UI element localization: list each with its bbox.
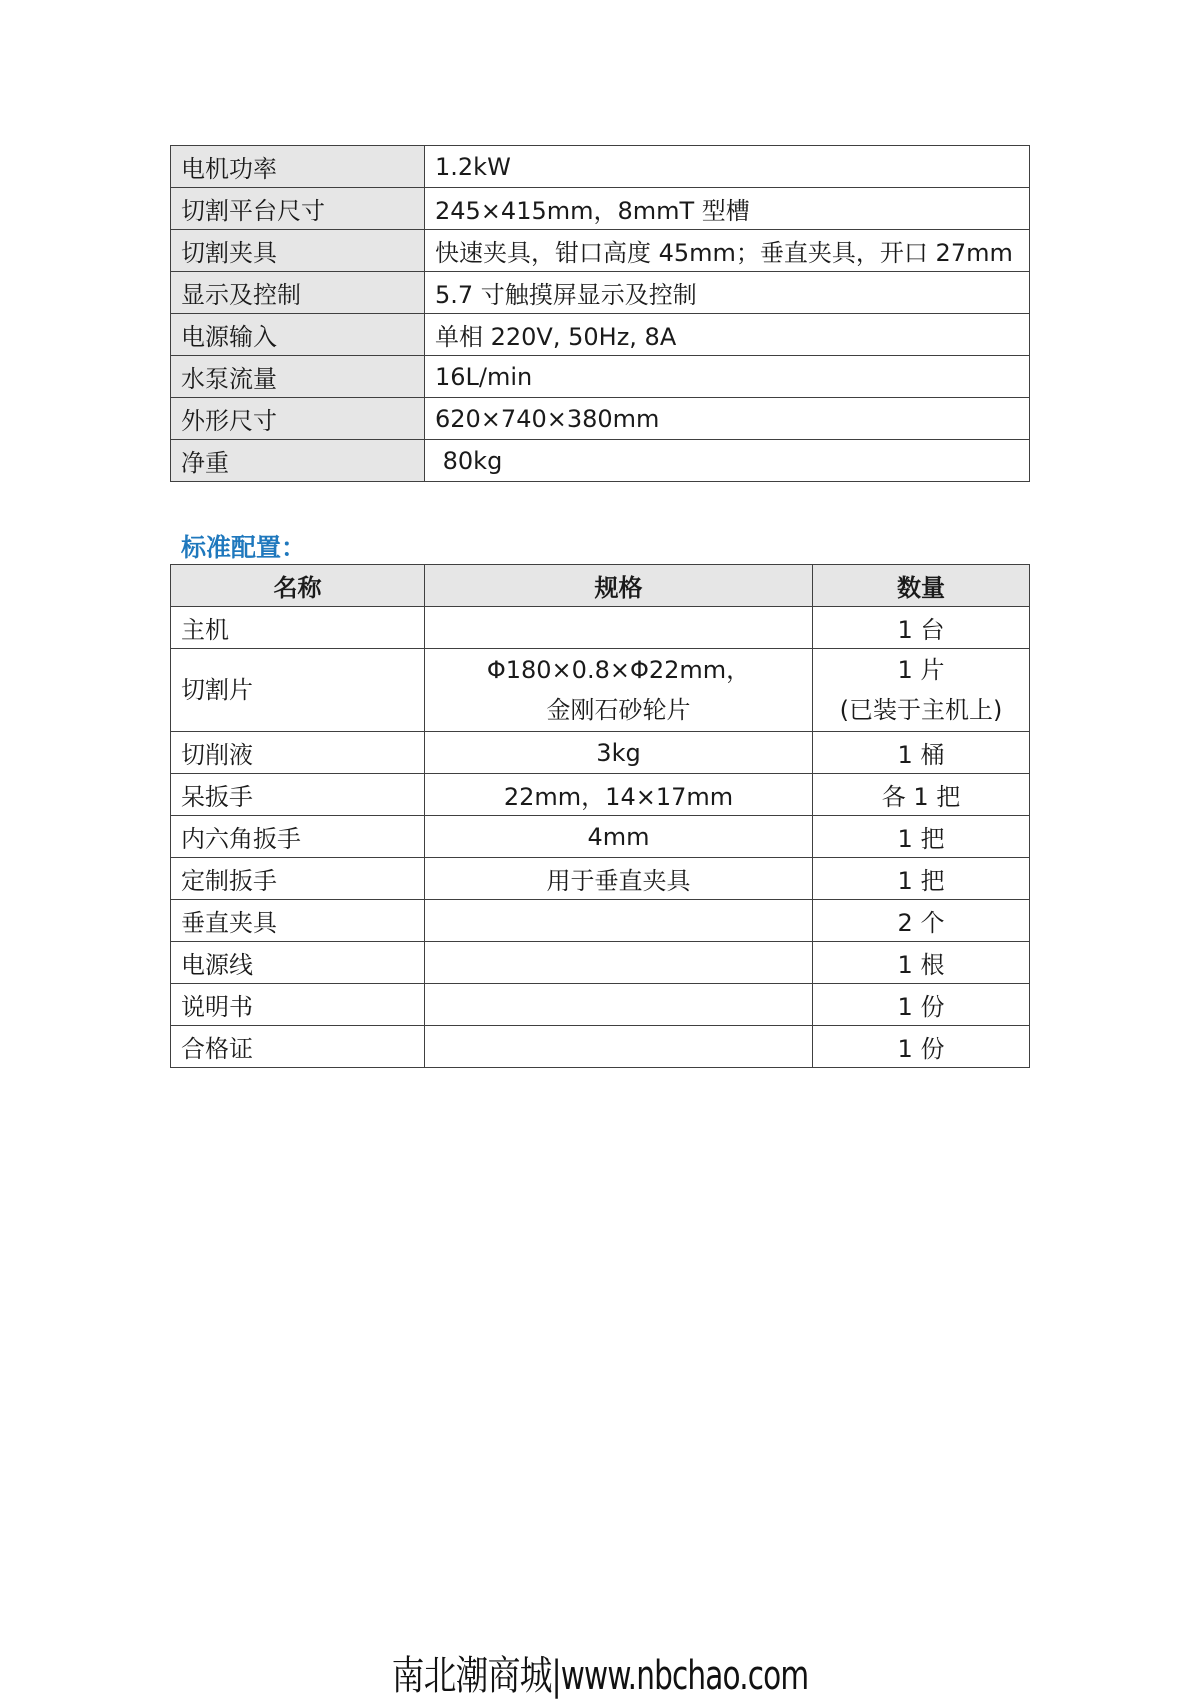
table-row (171, 398, 1030, 440)
section-title: 标准配置： (181, 533, 307, 562)
table-row (171, 732, 1030, 774)
footer-watermark: 南北潮商城|www.nbchao.com (391, 1653, 809, 1699)
item-qty: 1 根 (813, 942, 1030, 984)
item-spec (425, 649, 813, 732)
item-spec (425, 607, 813, 649)
item-name: 主机 (171, 607, 425, 649)
item-spec (425, 984, 813, 1026)
spec-value: 80kg (425, 440, 1030, 482)
spec-value: 245×415mm，8mmT 型槽 (425, 188, 1030, 230)
table-row (171, 146, 1030, 188)
item-name: 电源线 (171, 942, 425, 984)
item-spec: 用于垂直夹具 (425, 858, 813, 900)
item-spec: 3kg (425, 732, 813, 774)
table-row (171, 942, 1030, 984)
spec-value: 620×740×380mm (425, 398, 1030, 440)
table-row (171, 1026, 1030, 1068)
spec-key: 电机功率 (171, 146, 425, 188)
spec-key: 净重 (171, 440, 425, 482)
item-qty: 1 份 (813, 1026, 1030, 1068)
item-name: 呆扳手 (171, 774, 425, 816)
item-qty: 各 1 把 (813, 774, 1030, 816)
item-spec (425, 942, 813, 984)
table-header-row (171, 565, 1030, 607)
item-spec-line: 金刚石砂轮片 (546, 696, 691, 724)
table-row (171, 900, 1030, 942)
spec-key: 显示及控制 (171, 272, 425, 314)
spec-value: 1.2kW (425, 146, 1030, 188)
item-qty-note: (已装于主机上) (839, 696, 1003, 724)
item-spec (425, 900, 813, 942)
spec-value: 5.7 寸触摸屏显示及控制 (425, 272, 1030, 314)
item-spec: 4mm (425, 816, 813, 858)
spec-key: 切割夹具 (171, 230, 425, 272)
spec-key: 切割平台尺寸 (171, 188, 425, 230)
table-row (171, 607, 1030, 649)
item-name: 垂直夹具 (171, 900, 425, 942)
item-qty: 1 台 (813, 607, 1030, 649)
spec-value: 快速夹具，钳口高度 45mm；垂直夹具，开口 27mm (425, 230, 1030, 272)
table-row (171, 649, 1030, 732)
item-name: 切削液 (171, 732, 425, 774)
column-header-name: 名称 (171, 565, 425, 607)
item-qty-line: 1 片 (897, 656, 945, 684)
table-row (171, 272, 1030, 314)
item-qty (813, 649, 1030, 732)
spec-value: 单相 220V, 50Hz, 8A (425, 314, 1030, 356)
item-name: 合格证 (171, 1026, 425, 1068)
table-row (171, 774, 1030, 816)
spec-key: 水泵流量 (171, 356, 425, 398)
table-row (171, 188, 1030, 230)
column-header-spec: 规格 (425, 565, 813, 607)
item-name: 定制扳手 (171, 858, 425, 900)
item-spec: 22mm，14×17mm (425, 774, 813, 816)
item-name: 切割片 (171, 649, 425, 732)
table-row (171, 816, 1030, 858)
item-spec (425, 1026, 813, 1068)
table-row (171, 440, 1030, 482)
table-row (171, 858, 1030, 900)
table-row (171, 314, 1030, 356)
table-row (171, 356, 1030, 398)
spec-key: 外形尺寸 (171, 398, 425, 440)
table-row (171, 230, 1030, 272)
item-qty: 1 把 (813, 858, 1030, 900)
spec-key: 电源输入 (171, 314, 425, 356)
item-qty: 1 桶 (813, 732, 1030, 774)
item-name: 说明书 (171, 984, 425, 1026)
item-qty: 2 个 (813, 900, 1030, 942)
spec-value: 16L/min (425, 356, 1030, 398)
item-qty: 1 把 (813, 816, 1030, 858)
item-qty: 1 份 (813, 984, 1030, 1026)
item-name: 内六角扳手 (171, 816, 425, 858)
table-row (171, 984, 1030, 1026)
column-header-qty: 数量 (813, 565, 1030, 607)
config-table (170, 564, 1030, 1068)
spec-table (170, 145, 1030, 482)
item-spec-line: Φ180×0.8×Φ22mm， (486, 656, 751, 684)
